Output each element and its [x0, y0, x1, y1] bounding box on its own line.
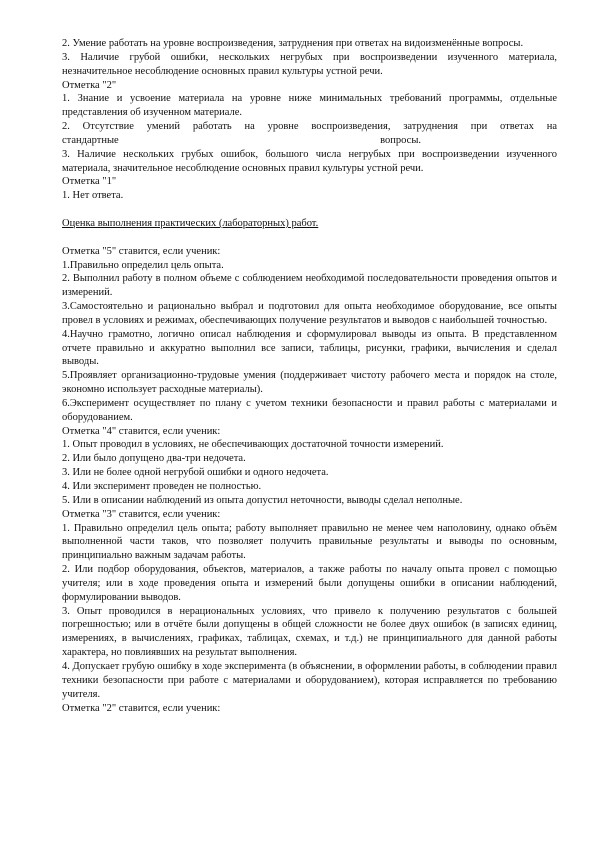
grade2-oral-item-2-word-b: вопросы.: [380, 134, 421, 146]
grade2-title: Отметка "2" ставится, если ученик:: [62, 702, 221, 714]
grade5-title: Отметка "5" ставится, если ученик:: [62, 245, 221, 257]
grade4-title: Отметка "4" ставится, если ученик:: [62, 425, 221, 437]
grade5-item-6: 6.Эксперимент осуществляет по плану с учетом техники безопасности и правил работы с материалами и оборудованием.: [62, 397, 557, 423]
grade5-item-5: 5.Проявляет организационно-трудовые умения (поддерживает чистоту рабочего места и порядок на столе, экономно использует расходные материалы).: [62, 370, 557, 396]
document-page: [62, 37, 557, 715]
section-heading: Оценка выполнения практических (лабораторных) работ.: [62, 217, 319, 229]
grade4-item-3: 3. Или не более одной негрубой ошибки и одного недочета.: [62, 467, 329, 479]
prev-item-2: 2. Умение работать на уровне воспроизведения, затруднения при ответах на видоизменённые вопросы.: [62, 38, 524, 49]
grade1-oral-item-1: 1. Нет ответа.: [62, 190, 124, 202]
grade2-oral-item-2-line1: 2. Отсутствие умений работать на уровне воспроизведения, затруднения при ответах на: [62, 121, 557, 133]
grade4-item-1: 1. Опыт проводил в условиях, не обеспечивающих достаточной точности измерений.: [62, 439, 444, 451]
grade5-item-4: 4.Научно грамотно, логично описал наблюдения и сформулировал выводы из опыта. В представленном отчете правильно и аккуратно выполнил все записи, таблицы, рисунки, графики, вычисления и сделал выводы.: [62, 328, 557, 368]
grade2-oral-item-3: 3. Наличие нескольких грубых ошибок, большого числа негрубых при воспроизведении изученного материала, значительное несоблюдение основных правил культуры устной речи.: [62, 148, 557, 174]
grade2-oral-item-2-word-a: стандартные: [62, 134, 119, 146]
grade3-item-1: 1. Правильно определил цель опыта; работу выполняет правильно не менее чем наполовину, однако объём выполненной части таков, что позволяет получить правильные результаты и выводы по основным, принципиально важным задачам работы.: [62, 522, 557, 562]
grade1-oral-title: Отметка "1": [62, 176, 117, 188]
grade5-item-1: 1.Правильно определил цель опыта.: [62, 259, 224, 271]
grade5-item-2: 2. Выполнил работу в полном объеме с соблюдением необходимой последовательности проведения опытов и измерений.: [62, 273, 557, 299]
grade2-oral-title: Отметка "2": [62, 79, 117, 91]
grade5-item-3: 3.Самостоятельно и рационально выбрал и подготовил для опыта необходимое оборудование, все опыты провел в условиях и режимах, обеспечивающих получение результатов и выводов с наибольшей точностью.: [62, 301, 557, 326]
grade2-oral-item-1: 1. Знание и усвоение материала на уровне ниже минимальных требований программы, отдельные представления об изученном материале.: [62, 93, 557, 119]
grade3-item-3: 3. Опыт проводился в нерациональных условиях, что привело к получению результатов с большей погрешностью; или в отчёте были допущены в общей сложности не более двух ошибок (в записях единиц, измерениях, в вычислениях, графиках, таблицах, схемах, и т.д.) не принципиального для данной работы характера, но повлиявших на результат выполнения.: [62, 605, 557, 659]
grade3-title: Отметка "3" ставится, если ученик:: [62, 508, 221, 520]
spacer: [62, 231, 557, 245]
spacer: [62, 203, 557, 217]
grade4-item-2: 2. Или было допущено два-три недочета.: [62, 453, 246, 465]
prev-item-3: 3. Наличие грубой ошибки, нескольких негрубых при воспроизведении изученного материала, незначительное несоблюдение основных правил культуры устной речи.: [62, 51, 557, 77]
grade4-item-5: 5. Или в описании наблюдений из опыта допустил неточности, выводы сделал неполные.: [62, 494, 463, 506]
grade3-item-4: 4. Допускает грубую ошибку в ходе эксперимента (в объяснении, в оформлении работы, в соблюдении правил техники безопасности при работе с материалами и оборудованием), которая исправляется по требованию учителя.: [62, 660, 557, 700]
grade3-item-2: 2. Или подбор оборудования, объектов, материалов, а также работы по началу опыта провел с помощью учителя; или в ходе проведения опыта и измерений были допущены ошибки в описании наблюдений, формулировании выводов.: [62, 564, 557, 603]
grade2-oral-item-2-line2: [62, 134, 557, 148]
grade4-item-4: 4. Или эксперимент проведен не полностью.: [62, 481, 262, 492]
